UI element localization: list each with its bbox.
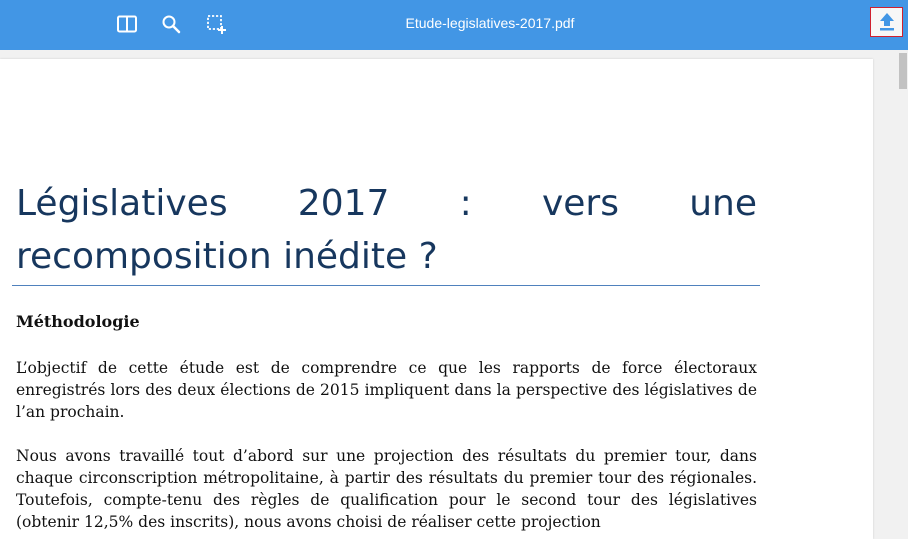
document-title: Législatives 2017 : vers une recomposition inédite ? [16, 183, 757, 277]
paragraph: Nous avons travaillé tout d’abord sur une projection des résultats du premier tour, dans chaque circonscription métropolitaine, à partir des résultats du premier tour des régionales. Toutefois, compte-tenu des règles de qualification pour le second tour des législatives (obtenir 12,5% des inscrits), nous avons choisi de réaliser cette projection [16, 447, 757, 531]
viewer-toolbar [0, 0, 908, 50]
file-name: Etude-legislatives-2017.pdf [405, 15, 575, 31]
upload-button[interactable] [870, 7, 903, 37]
vertical-scrollbar[interactable] [896, 50, 908, 528]
select-area-icon[interactable] [204, 12, 228, 36]
title-divider [12, 285, 760, 286]
paragraph: L’objectif de cette étude est de comprendre ce que les rapports de force électoraux enregistrés lors des deux élections de 2015 impliquent dans la perspective des législatives de l’an prochain. [16, 359, 757, 421]
section-heading: Méthodologie [16, 312, 140, 331]
scrollbar-thumb[interactable] [899, 53, 907, 89]
pdf-page [0, 59, 873, 539]
sidebar-icon[interactable] [115, 12, 139, 36]
search-icon[interactable] [159, 12, 183, 36]
upload-icon [878, 12, 896, 32]
document-body [16, 311, 757, 539]
